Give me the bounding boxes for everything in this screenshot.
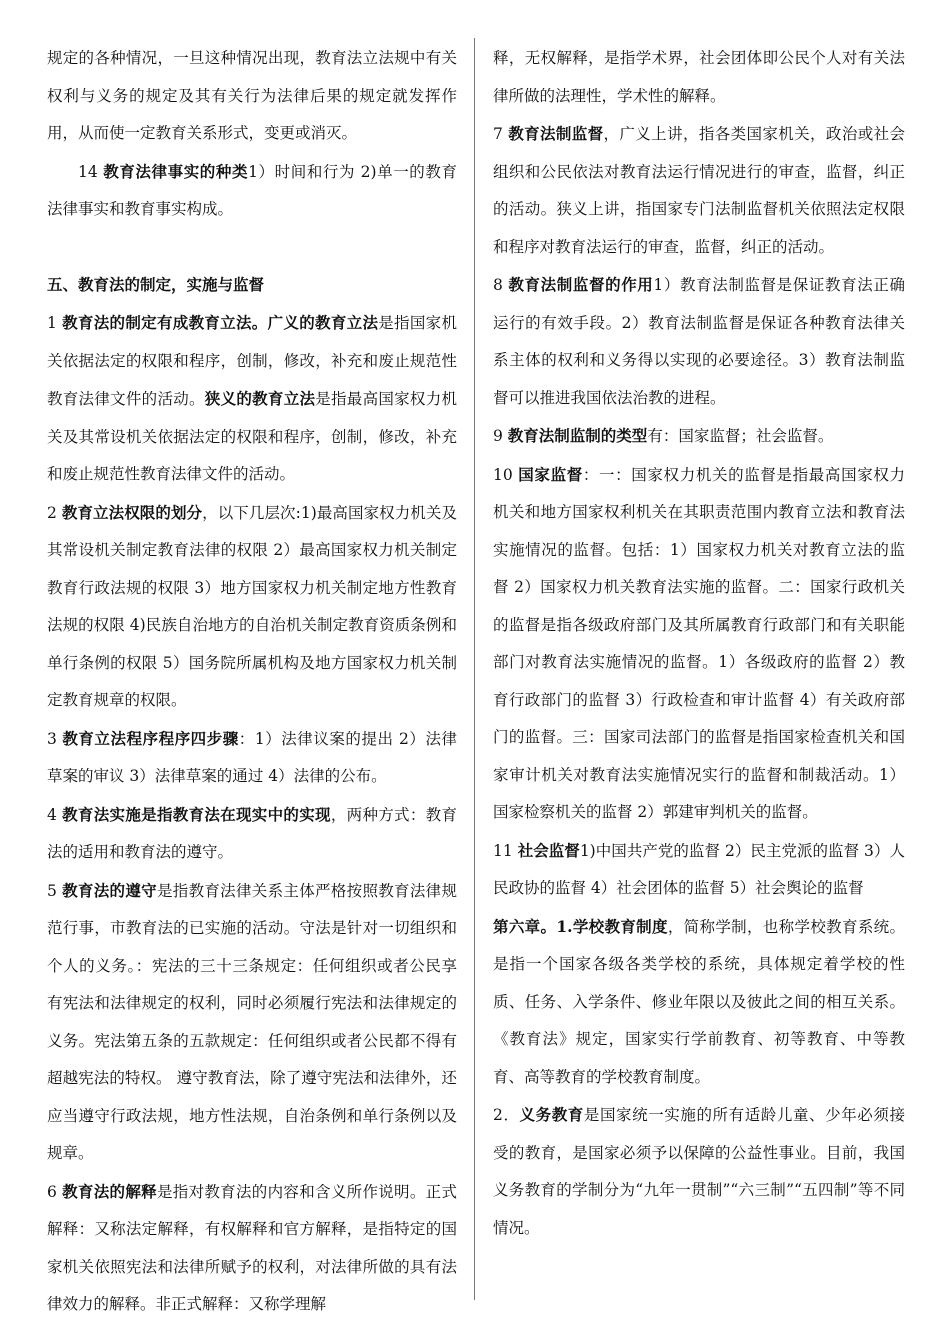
column-divider (474, 38, 475, 1300)
term: 狭义的教育立法 (204, 389, 316, 408)
term: 教育法律事实的种类 (103, 161, 249, 181)
term: 教育法制监制的类型 (507, 426, 648, 445)
paragraph: 规定的各种情况，一旦这种情况出现，教育法立法规中有关权利与义务的规定及其有关行为法律后果的规定就发挥作用，从而使一定教育关系形式，变更或消灭。 (47, 49, 457, 142)
term: 教育法的解释 (62, 1181, 157, 1201)
paragraph: 2 教育立法权限的划分，以下几层次:1)最高国家权力机关及其常设机关制定教育法律的权限 2）最高国家权力机关制定教育行政法规的权限 3）地方国家权力机关制定地方性教育法规的权限 4)民族自治地方的自治机关制定教育资质条例和单行条例的权限 5）国务院所属机构及地方国家权力机关制定教育规章的权限。 (47, 502, 457, 709)
paragraph: 1 教育法的制定有成教育立法。广义的教育立法是指国家机关依据法定的权限和程序，创制，修改，补充和废止规范性教育法律文件的活动。狭义的教育立法是指最高国家权力机关及其常设机关依据法定的权限和程序，创制，修改，补充和废止规范性教育法律文件的活动。 (47, 313, 457, 483)
paragraph: 6 教育法的解释是指对教育法的内容和含义所作说明。正式解释：又称法定解释，有权解释和官方解释，是指特定的国家机关依照宪法和法律所赋予的权利，对法律所做的具有法律效力的解释。非正式解释：又称学理解 (47, 1181, 457, 1313)
paragraph: 第六章。1.学校教育制度，简称学制，也称学校教育系统。是指一个国家各级各类学校的系统，具体规定着学校的性质、任务、入学条件、修业年限以及彼此之间的相互关系。《教育法》规定，国家实行学前教育、初等教育、中等教育、高等教育的学校教育制度。 (493, 916, 905, 1086)
right-column (493, 40, 905, 1247)
term: 教育法的遵守 (62, 880, 157, 900)
paragraph: 5 教育法的遵守是指教育法律关系主体严格按照教育法律规范行事，市教育法的已实施的活动。守法是针对一切组织和个人的义务。：宪法的三十三条规定：任何组织或者公民享有宪法和法律规定的权利，同时必须履行宪法和法律规定的义务。宪法第五条的五款规定：任何组织或者公民都不得有超越宪法的特权。 遵守教育法，除了遵守宪法和法律外，还应当遵守行政法规，地方性法规，自治条例和单行条例以及规章。 (47, 880, 457, 1162)
paragraph: 14 教育法律事实的种类1）时间和行为 2)单一的教育法律事实和教育事实构成。 (47, 161, 457, 218)
paragraph: 释，无权解释，是指学术界，社会团体即公民个人对有关法律所做的法理性，学术性的解释。 (493, 49, 905, 105)
term: 义务教育 (519, 1105, 584, 1124)
paragraph: 2．义务教育是国家统一实施的所有适龄儿童、少年必须接受的教育，是国家必须予以保障的公益性事业。目前，我国义务教育的学制分为“九年一贯制”“六三制”“五四制”等不同情况。 (493, 1105, 905, 1237)
term: 教育法制监督的作用 (508, 275, 654, 294)
paragraph: 3 教育立法程序程序四步骤：1）法律议案的提出 2）法律草案的审议 3）法律草案的通过 4）法律的公布。 (47, 728, 457, 785)
term: 教育立法权限的划分 (61, 502, 203, 522)
term: 教育法实施是指教育法在现实中的实现 (62, 804, 331, 824)
section-heading: 五、教育法的制定，实施与监督 (47, 274, 265, 294)
paragraph: 8 教育法制监督的作用1）教育法制监督是保证教育法正确运行的有效手段。2）教育法制监督是保证各种教育法律关系主体的权利和义务得以实现的必要途径。3）教育法制监督可以推进我国依法治教的进程。 (493, 275, 905, 407)
paragraph: 4 教育法实施是指教育法在现实中的实现，两种方式：教育法的适用和教育法的遵守。 (47, 804, 457, 861)
term: 教育法的制定有成教育立法。广义的教育立法 (62, 313, 379, 332)
chapter-heading: 第六章。1.学校教育制度 (493, 916, 668, 936)
paragraph: 11 社会监督1)中国共产党的监督 2）民主党派的监督 3）人民政协的监督 4）社会团体的监督 5）社会舆论的监督 (493, 840, 905, 897)
paragraph: 7 教育法制监督，广义上讲，指各类国家机关，政治或社会组织和公民依法对教育法运行情况进行的审查，监督，纠正的活动。狭义上讲，指国家专门法制监督机关依照法定权限和程序对教育法运行的审查，监督，纠正的活动。 (493, 124, 905, 256)
term: 社会监督 (517, 840, 580, 860)
term: 教育立法程序程序四步骤 (62, 728, 239, 748)
paragraph: 9 教育法制监制的类型有：国家监督；社会监督。 (493, 426, 834, 445)
term: 国家监督 (518, 464, 583, 484)
term: 教育法制监督 (508, 124, 604, 143)
paragraph: 10 国家监督：一：国家权力机关的监督是指最高国家权力机关和地方国家权利机关在其职责范围内教育立法和教育法实施情况的监督。包括：1）国家权力机关对教育立法的监督 2）国家权力机关教育法实施的监督。二：国家行政机关的监督是指各级政府部门及其所属教育行政部门和有关职能部门对教育法实施情况的监督。1）各级政府的监督 2）教育行政部门的监督 3）行政检查和审计监督 4）有关政府部门的监督。三：国家司法部门的监督是指国家检查机关和国家审计机关对教育法实施情况实行的监督和制裁活动。1）国家检察机关的监督 2）郭建审判机关的监督。 (493, 464, 905, 821)
left-column (47, 40, 457, 1324)
spacer (47, 229, 457, 266)
